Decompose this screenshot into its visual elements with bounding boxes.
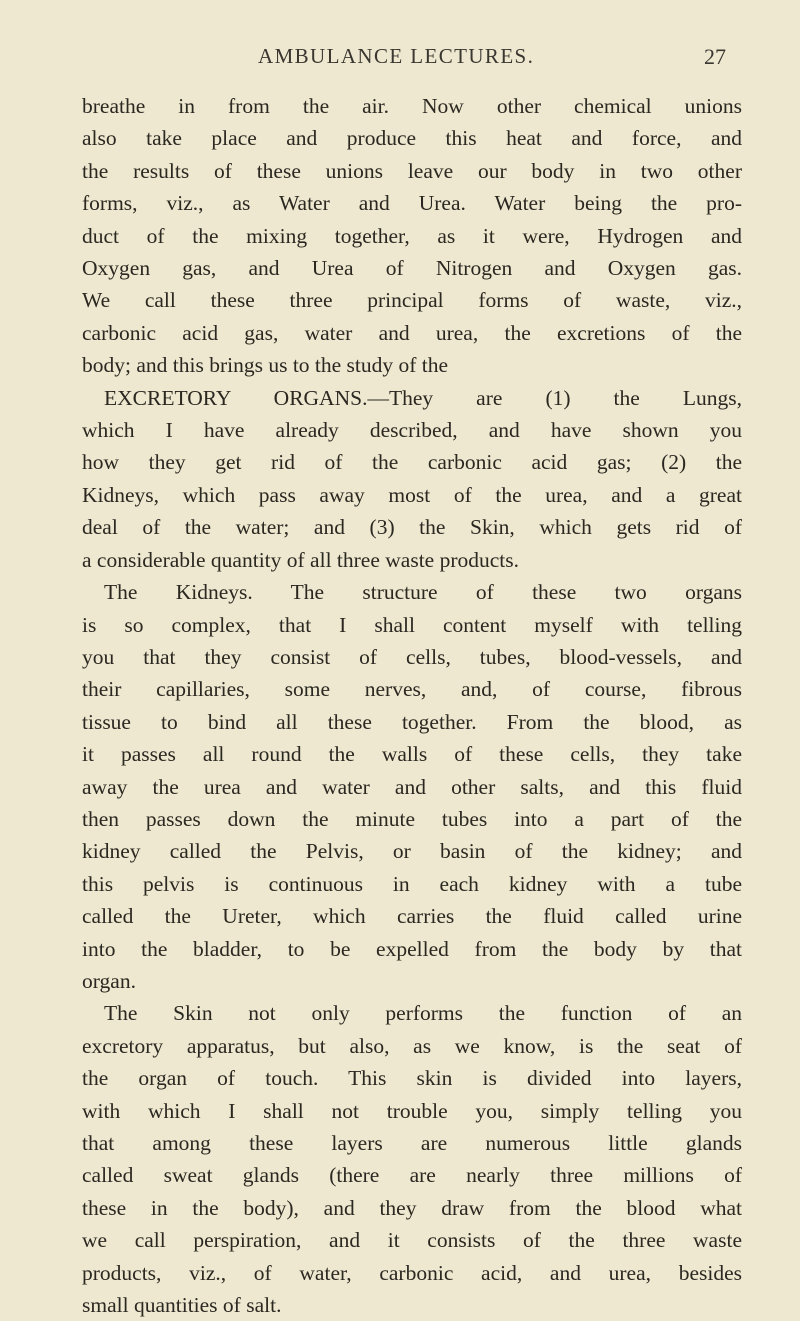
text-line: you that they consist of cells, tubes, blood-vessels, and xyxy=(82,644,742,669)
text-line: organ. xyxy=(82,968,136,993)
running-title: AMBULANCE LECTURES. xyxy=(258,44,535,68)
text-line: The Skin not only performs the function of an xyxy=(104,1001,742,1026)
text-line: forms, viz., as Water and Urea. Water being the pro- xyxy=(82,191,742,216)
text-line: a considerable quantity of all three waste products. xyxy=(82,547,520,572)
text-line: called sweat glands (there are nearly three millions of xyxy=(82,1163,742,1188)
text-line: Oxygen gas, and Urea of Nitrogen and Oxygen gas. xyxy=(82,256,742,281)
text-line: into the bladder, to be expelled from the body by that xyxy=(82,936,742,961)
text-line: these in the body), and they draw from the blood what xyxy=(82,1195,742,1220)
text-line: small quantities of salt. xyxy=(82,1293,282,1318)
text-line: with which I shall not trouble you, simply telling you xyxy=(82,1098,742,1123)
body-text xyxy=(82,90,742,1321)
text-line: the organ of touch. This skin is divided into layers, xyxy=(82,1066,742,1091)
text-line: the results of these unions leave our body in two other xyxy=(82,158,742,183)
text-line: which I have already described, and have shown you xyxy=(82,418,742,443)
text-line: then passes down the minute tubes into a part of the xyxy=(82,806,742,831)
text-line: that among these layers are numerous little glands xyxy=(82,1131,742,1155)
text-line: carbonic acid gas, water and urea, the excretions of the xyxy=(82,320,742,345)
text-line: products, viz., of water, carbonic acid, and urea, besides xyxy=(82,1260,742,1285)
text-line: kidney called the Pelvis, or basin of the kidney; and xyxy=(82,839,742,864)
text-line: EXCRETORY ORGANS.—They are (1) the Lungs, xyxy=(104,385,742,410)
text-line: The Kidneys. The structure of these two organs xyxy=(104,580,742,605)
text-line: breathe in from the air. Now other chemical unions xyxy=(82,94,742,118)
text-line: away the urea and water and other salts, and this fluid xyxy=(82,774,742,799)
text-line: their capillaries, some nerves, and, of course, fibrous xyxy=(82,677,742,702)
text-line: also take place and produce this heat and force, and xyxy=(82,126,742,151)
running-head xyxy=(0,44,800,74)
page-number: 27 xyxy=(704,44,726,69)
text-line: it passes all round the walls of these cells, they take xyxy=(82,742,742,767)
text-line: how they get rid of the carbonic acid gas; (2) the xyxy=(82,450,742,475)
text-line: duct of the mixing together, as it were, Hydrogen and xyxy=(82,223,742,248)
text-line: excretory apparatus, but also, as we know, is the seat of xyxy=(82,1033,742,1058)
text-line: deal of the water; and (3) the Skin, which gets rid of xyxy=(82,515,742,540)
text-line: is so complex, that I shall content myself with telling xyxy=(82,612,742,637)
text-line: called the Ureter, which carries the fluid called urine xyxy=(82,904,742,929)
text-line: we call perspiration, and it consists of the three waste xyxy=(82,1228,742,1253)
text-line: this pelvis is continuous in each kidney with a tube xyxy=(82,871,742,896)
text-line: Kidneys, which pass away most of the urea, and a great xyxy=(82,482,742,507)
text-line: body; and this brings us to the study of the xyxy=(82,353,449,378)
text-line: tissue to bind all these together. From the blood, as xyxy=(82,709,742,734)
text-line: We call these three principal forms of waste, viz., xyxy=(82,288,742,313)
